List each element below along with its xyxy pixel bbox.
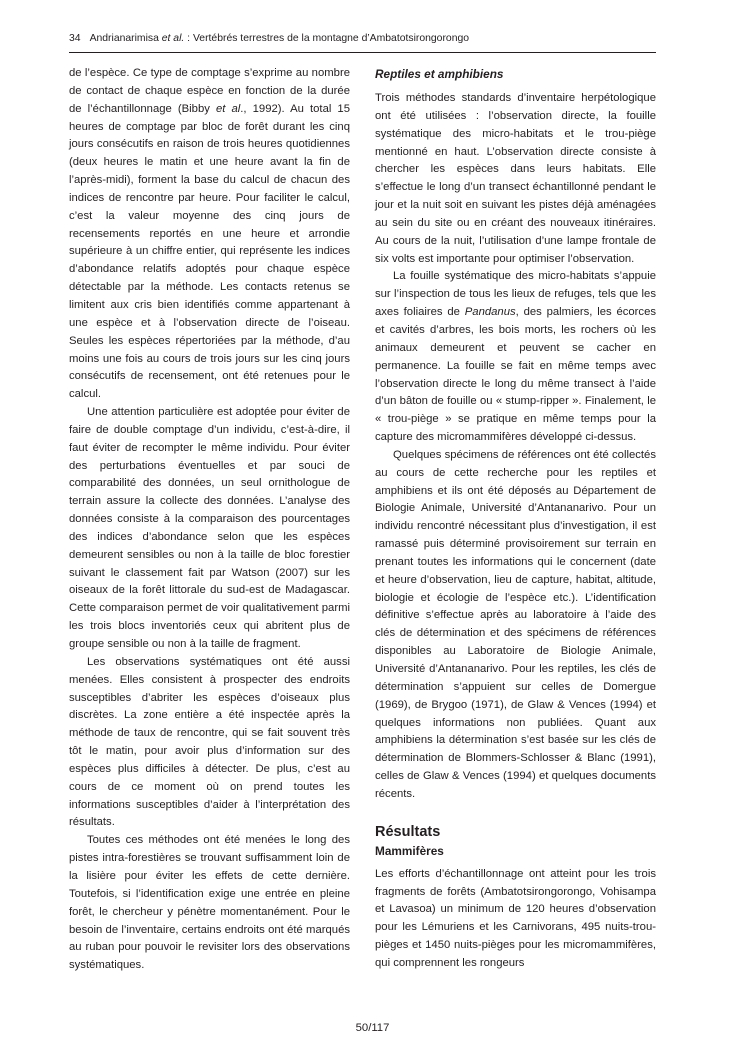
header-etal: et al. <box>161 33 185 44</box>
left-paragraph-2: Une attention particulière est adoptée pour éviter de faire de double comptage d’un individu, c’est-à-dire, il faut éviter de recompter le même individu. Pour éviter des perturbations éventuelles et par souci de comparabilité des données, un seul ornithologue de terrain assure la collecte des données. L’analyse des données consiste à la comparaison des pourcentages des indices d’abondance selon que les espèces demeurent sensibles ou non à la taille de bloc forestier suivant le classement fait par Watson (2007) sur les oiseaux de la forêt littorale du sud-est de Madagascar. Cette comparaison permet de voir qualitativement parmi les trois blocs inventoriés ceux qui abritent plus de groupe sensible ou non à la taille de fragment. <box>69 406 350 650</box>
heading-reptiles-amphibiens: Reptiles et amphibiens <box>375 67 504 81</box>
header-title: : Vertébrés terrestres de la montagne d’Ambatotsirongorongo <box>184 33 470 44</box>
right-paragraph-4: Les efforts d’échantillonnage ont atteint pour les trois fragments de forêts (Ambatotsirongorongo, Vohisampa et Lavasoa) un minimum de 120 heures d’observation pour les Lémuriens et les Carnivorans, 495 nuits-trou-pièges et 1450 nuits-pièges pour les micromammifères, qui comprennent les rongeurs <box>375 867 656 969</box>
right-paragraph-1: Trois méthodes standards d’inventaire herpétologique ont été utilisées : l’observation directe, la fouille systématique des micro-habitats et le trou-piège mentionné en haut. L’observation directe consiste à chercher les espèces dans leurs habitats. Elle s’effectue le long d’un transect échantillonné pendant le jour et la nuit soit en suivant les pistes déjà aménagées au sein du site ou en créant des nouveaux itinéraires. Au cours de la nuit, l’utilisation d’une lampe frontale de six volts est importante pour optimiser l’observation. <box>375 92 656 265</box>
right-paragraph-2: La fouille systématique des micro-habitats s’appuie sur l’inspection de tous les lieux de refuges, tels que les axes foliaires de Pandanus, des palmiers, les écorces et cavités d’arbres, les bois morts, les rochers où les animaux demeurent et peuvent se cacher en permanence. La fouille se fait en même temps avec l’observation directe le long du même transect à l’aide d’un bâton de fouille ou « stump-ripper ». Finalement, le « trou-piège » se pratique en même temps pour la capture des micromammifères développé ci-dessus. <box>375 270 656 444</box>
right-paragraph-3: Quelques spécimens de références ont été collectés au cours de cette recherche pour les reptiles et amphibiens et ils ont été déposés au Département de Biologie Animale, Université d’Antananarivo. Pour un individu rencontré nécessitant plus d’investigation, il est ramassé puis déterminé provisoirement sur terrain en prenant toutes les informations qui le concernent (date et heure d’observation, lieu de capture, habitat, altitude, biologie et écologie de l’espèce etc.). L’identification définitive s’effectue après au laboratoire à l’aide des clés de détermination et des spécimens de références disponibles au Laboratoire de Biologie Animale, Université d’Antananarivo. Pour les reptiles, les clés de détermination s’appuient sur celles de Domergue (1969), de Brygoo (1971), de Glaw & Vences (1994) et quelques informations non publiées. Quant aux amphibiens la détermination s’est basée sur les clés de détermination de Blommers-Schlosser & Blanc (1991), celles de Glaw & Vences (1994) et quelques documents récents. <box>375 448 656 800</box>
header-authors: Andrianarimisa <box>89 33 162 44</box>
header-page-number: 34 <box>69 33 81 44</box>
left-column <box>69 65 350 975</box>
left-paragraph-4: Toutes ces méthodes ont été menées le long des pistes intra-forestières se trouvant suffisamment loin de la lisière pour éviter les effets de cette dernière. Toutefois, si l’identification exige une entrée en pleine forêt, le chercheur y pénètre momentanément. Pour le besoin de l’inventaire, certains endroits ont été marqués au ruban pour pouvoir le revisiter lors des observations systématiques. <box>69 834 350 972</box>
left-paragraph-1: de l’espèce. Ce type de comptage s’exprime au nombre de contact de chaque espèce en fonction de la durée de l’échantillonnage (Bibby et al., 1992). Au total 15 heures de comptage par bloc de forêt durant les cinq jours consécutifs en raison de trois heures quotidiennes (deux heures le matin et une heure avant la fin de l’après-midi), forment la base du calcul de chacun des indices de rencontre par heure. Pour faciliter le calcul, c’est la valeur moyenne des cinq jours de recensements reportés en une heure et arrondie supérieure à un chiffre entier, qui représente les indices d’abondance relatifs adoptés pour chaque espèce détectable par la méthode. Les contacts retenus se limitent aux cris bien identifiés comme appartenant à une espèce et à l’observation directe de l’oiseau. Seules les espèces répertoriées par la méthode, d’au moins une fois au cours de trois jours sur les cinq jours consécutifs de recensement, ont été retenues pour le calcul. <box>69 67 350 401</box>
page-indicator: 50/117 <box>355 1022 390 1034</box>
left-paragraph-3: Les observations systématiques ont été aussi menées. Elles consistent à prospecter des endroits susceptibles d’abriter les espèces d’oiseaux plus discrètes. La zone entière a été inspectée après la méthode de taux de rencontre, qui se fait souvent très tôt le matin, pour avoir plus d’information sur des espèces plus difficiles à détecter. De plus, c’est au cours de ce moment où on prend toutes les informations susceptibles d’aider à l’interprétation des résultats. <box>69 655 350 829</box>
right-column <box>375 65 656 973</box>
heading-resultats: Résultats <box>375 823 441 840</box>
running-header <box>69 33 656 53</box>
heading-mammiferes: Mammifères <box>375 843 444 858</box>
